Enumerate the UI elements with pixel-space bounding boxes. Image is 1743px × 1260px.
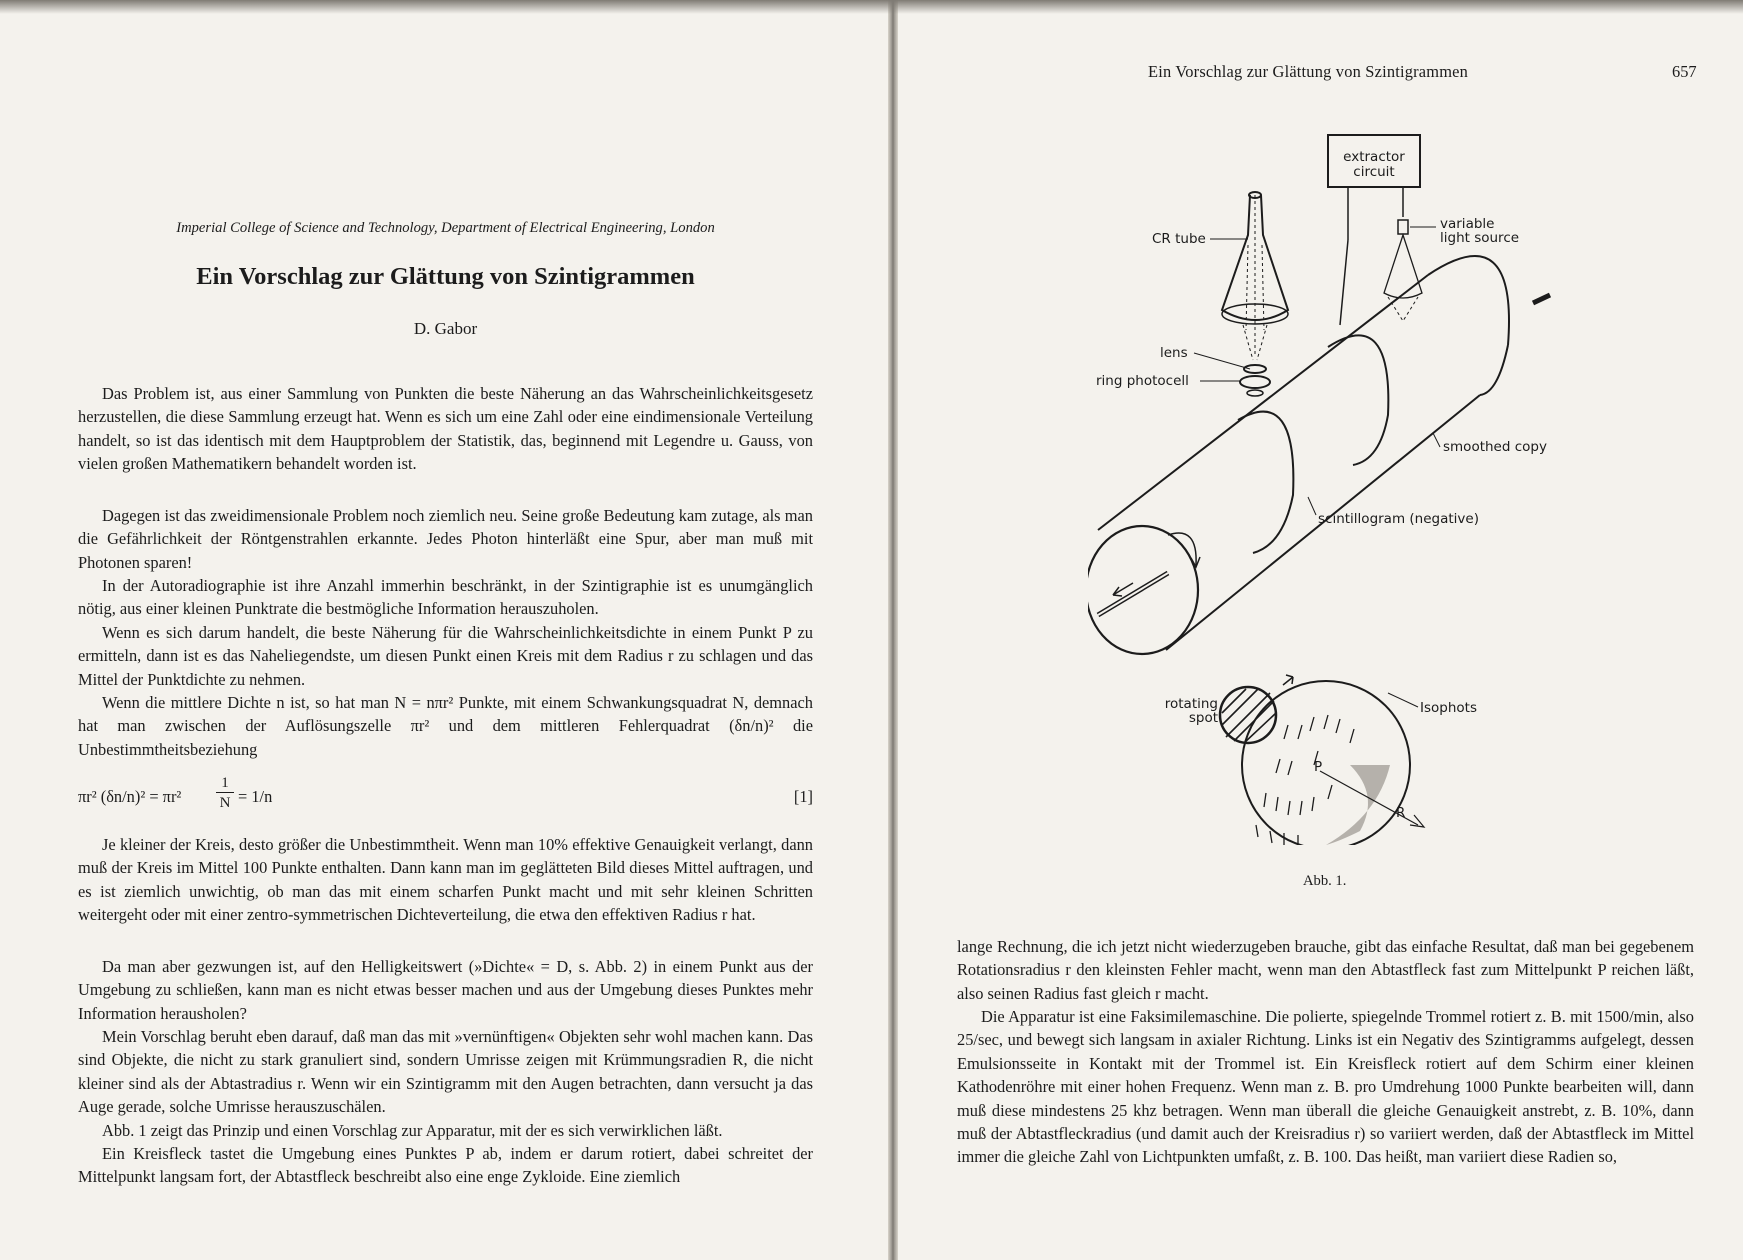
paragraph-8: Mein Vorschlag beruht eben darauf, daß man das mit »vernünftigen« Objekten sehr wohl machen kann. Das sind Objekte, die nicht zu stark granuliert sind, sondern Umrisse zeigen mit Krümmungsradien R, die nicht kleiner sind als der Abtastradius r. Wenn wir ein Szintigramm mit den Augen betrachten, dann versucht ja das Auge gerade, solche Umrisse herauszuschälen.	[78, 1027, 813, 1117]
label-r: R	[1396, 805, 1406, 821]
label-scintillogram: scintillogram (negative)	[1318, 511, 1479, 527]
lens	[1244, 365, 1266, 373]
label-ring-photocell: ring photocell	[1096, 373, 1189, 389]
fraction-denominator: N	[219, 795, 231, 811]
figure-caption: Abb. 1.	[1303, 873, 1347, 889]
page-number: 657	[1672, 62, 1697, 81]
figure-apparatus	[1088, 125, 1618, 845]
running-header: Ein Vorschlag zur Glättung von Szintigrammen	[1148, 62, 1469, 81]
label-circuit: circuit	[1353, 164, 1395, 180]
equation-1	[78, 774, 813, 820]
label-p: P	[1314, 759, 1323, 775]
paragraph-2: Dagegen ist das zweidimensionale Problem noch ziemlich neu. Seine große Bedeutung kam zutage, als man die Gefährlichkeit der Röntgenstrahlen erkannte. Jedes Photon hinterläßt eine Spur, aber man muß mit Photonen sparen!	[78, 506, 813, 572]
fraction-numerator: 1	[216, 774, 234, 793]
paragraph-5: Wenn die mittlere Dichte n ist, so hat man N = nπr² Punkte, mit einem Schwankungsquadrat N, demnach hat man zwischen der Auflösungszelle πr² und dem mittleren Fehlerquadrat (δn/n)² die Unbestimmtheitsbeziehung	[78, 693, 813, 759]
author: D. Gabor	[413, 319, 478, 338]
label-isophots: Isophots	[1420, 700, 1477, 716]
label-spot: spot	[1188, 710, 1218, 726]
top-shadow	[0, 0, 1743, 14]
equation-fraction	[216, 774, 234, 813]
label-lens: lens	[1160, 345, 1188, 361]
right-paragraph-1: lange Rechnung, die ich jetzt nicht wiederzugeben brauche, gibt das einfache Resultat, daß man bei gegebenem Rotationsradius r den kleinsten Fehler macht, wenn man den Abtastfleck fast zum Mittelpunkt P reichen läßt, also seinen Radius fast gleich r macht.	[957, 937, 1694, 1003]
paragraph-10: Ein Kreisfleck tastet die Umgebung eines Punktes P ab, indem er darum rotiert, dabei schreitet der Mittelpunkt langsam fort, der Abtastfleck beschreibt also eine enge Zykloide. Eine ziemlich	[78, 1144, 813, 1187]
label-cr-tube: CR tube	[1152, 231, 1206, 247]
article-title: Ein Vorschlag zur Glättung von Szintigrammen	[196, 263, 695, 290]
book-gutter	[888, 0, 898, 1260]
label-extractor: extractor	[1343, 149, 1405, 165]
scan-circle	[1242, 681, 1410, 845]
label-variable: variable	[1440, 216, 1495, 232]
paragraph-3: In der Autoradiographie ist ihre Anzahl immerhin beschränkt, in der Szintigraphie ist es unumgänglich nötig, aus einer kleinen Punktrate die bestmögliche Information herauszuholen.	[78, 576, 813, 619]
equation-rhs: = 1/n	[238, 787, 273, 806]
paragraph-4: Wenn es sich darum handelt, die beste Näherung für die Wahrscheinlichkeitsdichte in einem Punkt P zu ermitteln, dann ist es das Naheliegendste, um diesen Punkt einen Kreis mit dem Radius r zu schlagen und das Mittel der Punktdichte zu nehmen.	[78, 623, 813, 689]
paragraph-6: Je kleiner der Kreis, desto größer die Unbestimmtheit. Wenn man 10% effektive Genauigkeit verlangt, dann muß der Kreis im Mittel 100 Punkte enthalten. Dann kann man im geglätteten Bild dieses Mittel auftragen, und es ist ziemlich unwichtig, ob man das mit einem scharfen Punkt macht und mit sehr kleinen Schritten weitergeht oder mit einer zentro-symmetrischen Dichteverteilung, die etwa den effektiven Radius r hat.	[78, 835, 813, 925]
affiliation: Imperial College of Science and Technology, Department of Electrical Engineering, London	[176, 220, 715, 236]
equation-number: [1]	[793, 787, 813, 806]
paragraph-9: Abb. 1 zeigt das Prinzip und einen Vorschlag zur Apparatur, mit der es sich verwirklichen läßt.	[102, 1121, 723, 1140]
variable-light-source	[1398, 220, 1408, 234]
right-paragraph-2: Die Apparatur ist eine Faksimilemaschine. Die polierte, spiegelnde Trommel rotiert z. B. mit 1500/min, also 25/sec, und bewegt sich langsam in axialer Richtung. Links ist ein Negativ des Szintigramms aufgelegt, dessen Emulsionsseite in Kontakt mit der Trommel ist. Ein Kreisfleck rotiert auf dem Schirm einer kleinen Kathodenröhre mit einer hohen Frequenz. Wenn man z. B. pro Umdrehung 1000 Punkte bearbeiten will, dann muß diese mindestens 25 khz betragen. Wenn man überall die gleiche Genauigkeit anstrebt, z. B. 10%, dann muß der Abtastfleckradius (und damit auch der Kreisradius r) so variiert werden, daß der Abtastfleck im Mittel immer die gleiche Zahl von Lichtpunkten umfaßt, z. B. 100. Das heißt, man variiert diese Radien so,	[957, 1007, 1694, 1167]
paragraph-1: Das Problem ist, aus einer Sammlung von Punkten die beste Näherung an das Wahrscheinlichkeitsgesetz herzustellen, die diese Sammlung erzeugt hat. Wenn es sich um eine Zahl oder eine eindimensionale Verteilung handelt, so ist das identisch mit dem Hauptproblem der Statistik, das, beginnend mit Legendre u. Gauss, von vielen großen Mathematikern behandelt worden ist.	[78, 384, 813, 474]
label-rotating: rotating	[1164, 696, 1218, 712]
label-light-source: light source	[1440, 230, 1520, 246]
paragraph-7: Da man aber gezwungen ist, auf den Helligkeitswert (»Dichte« = D, s. Abb. 2) in einem Punkt aus der Umgebung zu schließen, kann man es nicht etwas besser machen und aus der Umgebung dieses Punktes mehr Information herausholen?	[78, 957, 813, 1023]
ring-photocell	[1240, 376, 1270, 388]
equation-lhs: πr² (δn/n)² = πr²	[78, 787, 182, 806]
label-smoothed-copy: smoothed copy	[1443, 439, 1547, 455]
